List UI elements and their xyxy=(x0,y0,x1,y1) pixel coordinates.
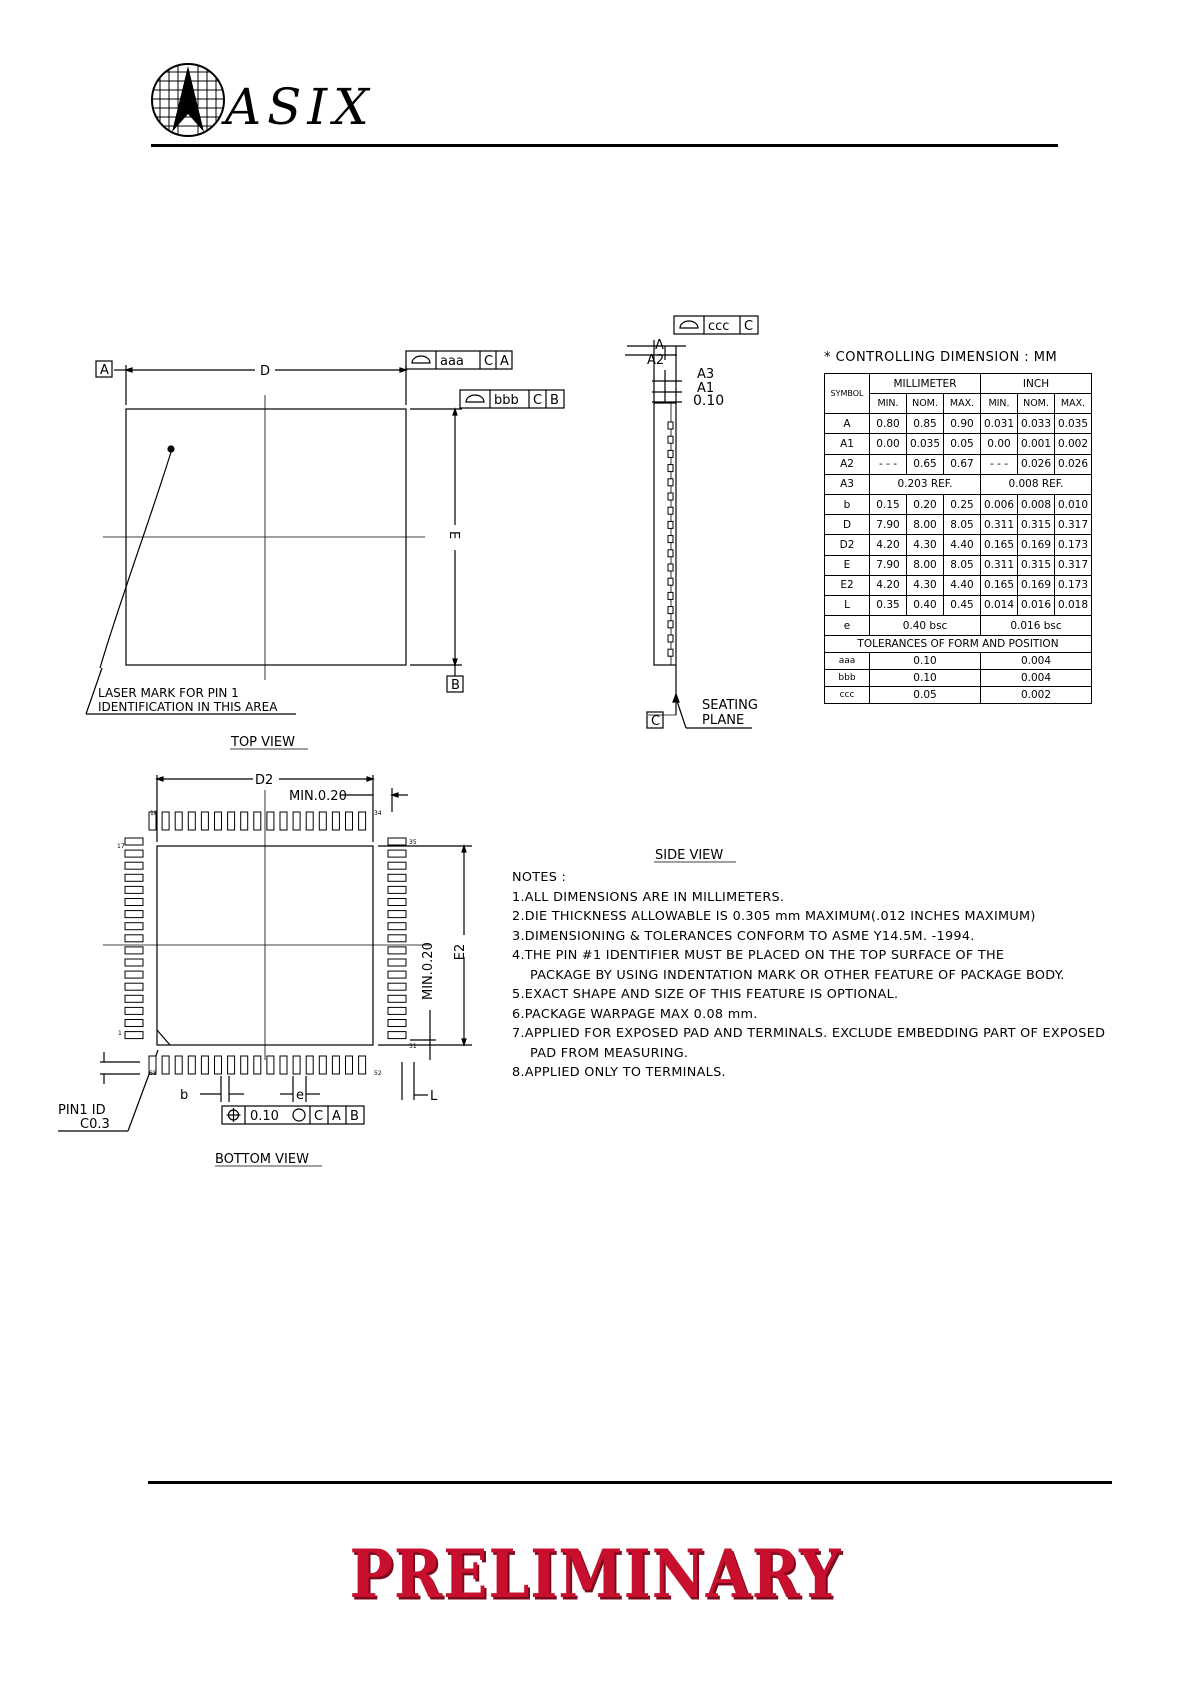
table-cell: 0.002 xyxy=(1055,434,1092,454)
table-cell: 7.90 xyxy=(870,555,907,575)
table-row xyxy=(825,494,1092,514)
bottom-terminal xyxy=(175,812,182,830)
pos-tol-value: 0.10 xyxy=(250,1109,279,1124)
bottom-terminal xyxy=(319,1056,326,1074)
side-terminal xyxy=(668,465,673,472)
aaa-ref-a: A xyxy=(500,354,509,369)
table-row xyxy=(825,414,1092,434)
table-cell: 0.008 REF. xyxy=(981,474,1092,494)
table-cell: 0.026 xyxy=(1018,454,1055,474)
note-4b: PACKAGE BY USING INDENTATION MARK OR OTHER FEATURE OF PACKAGE BODY. xyxy=(530,967,1065,983)
table-cell: L xyxy=(825,595,870,615)
pin-18-label: 18 xyxy=(150,810,158,817)
min020-top-label: MIN.0.20 xyxy=(289,789,347,804)
table-cell: 0.001 xyxy=(1018,434,1055,454)
bottom-terminal xyxy=(388,947,406,954)
table-cell: 0.65 xyxy=(907,454,944,474)
table-cell: 0.203 REF. xyxy=(870,474,981,494)
bottom-terminal xyxy=(306,1056,313,1074)
company-logo-text: ASIX xyxy=(225,78,375,136)
table-cell: 0.85 xyxy=(907,414,944,434)
bottom-terminal xyxy=(125,995,143,1002)
table-cell: b xyxy=(825,494,870,514)
table-cell: 0.90 xyxy=(944,414,981,434)
table-cell: 0.033 xyxy=(1018,414,1055,434)
bottom-terminal xyxy=(125,947,143,954)
side-a3-label: A3 xyxy=(697,367,715,382)
bottom-terminal xyxy=(215,1056,222,1074)
side-terminal xyxy=(668,450,673,457)
bottom-terminal xyxy=(254,812,261,830)
bottom-terminal xyxy=(201,1056,208,1074)
bottom-terminal xyxy=(125,923,143,930)
table-cell: 0.004 xyxy=(981,670,1092,687)
seating-label-1: SEATING xyxy=(702,698,758,713)
bottom-terminal xyxy=(388,862,406,869)
note-5: 5.EXACT SHAPE AND SIZE OF THIS FEATURE IS OPTIONAL. xyxy=(512,987,899,1002)
pos-ref-c: C xyxy=(314,1109,324,1124)
tolerance-row xyxy=(825,687,1092,704)
table-cell: MILLIMETER xyxy=(870,374,981,394)
side-terminal xyxy=(668,592,673,599)
bottom-terminal xyxy=(125,862,143,869)
bottom-terminal xyxy=(228,1056,235,1074)
pin1-label-1: PIN1 ID xyxy=(58,1103,106,1118)
footer-rule xyxy=(148,1481,1112,1484)
side-terminal xyxy=(668,578,673,585)
table-row xyxy=(825,595,1092,615)
bottom-terminal xyxy=(293,812,300,830)
table-cell: 0.008 xyxy=(1018,494,1055,514)
table-cell: 0.016 bsc xyxy=(981,616,1092,636)
dimension-table xyxy=(824,373,1092,704)
bottom-terminal xyxy=(125,911,143,918)
bottom-terminal xyxy=(125,1007,143,1014)
table-cell: 0.10 xyxy=(870,653,981,670)
preliminary-stamp: PRELIMINARY xyxy=(349,1534,842,1614)
table-cell: A2 xyxy=(825,454,870,474)
bottom-terminal xyxy=(388,971,406,978)
bottom-terminal xyxy=(332,812,339,830)
table-cell: 0.45 xyxy=(944,595,981,615)
table-row xyxy=(825,616,1092,636)
table-header-row xyxy=(825,374,1092,394)
table-cell: 0.165 xyxy=(981,575,1018,595)
table-row xyxy=(825,555,1092,575)
bottom-terminal xyxy=(332,1056,339,1074)
bottom-view-title: BOTTOM VIEW xyxy=(215,1152,309,1167)
table-cell: 0.004 xyxy=(981,653,1092,670)
pin-51-label: 51 xyxy=(409,1043,417,1050)
table-row xyxy=(825,474,1092,494)
table-cell: 0.010 xyxy=(1055,494,1092,514)
bottom-terminal xyxy=(359,1056,366,1074)
table-cell: 0.315 xyxy=(1018,515,1055,535)
table-cell: D2 xyxy=(825,535,870,555)
bottom-terminal xyxy=(125,959,143,966)
bottom-terminal xyxy=(388,911,406,918)
dim-e2-label: E2 xyxy=(453,943,468,961)
seating-label-2: PLANE xyxy=(702,713,745,728)
table-cell: 0.35 xyxy=(870,595,907,615)
table-cell: TOLERANCES OF FORM AND POSITION xyxy=(825,636,1092,653)
bbb-ref-c: C xyxy=(533,393,543,408)
table-cell: 0.15 xyxy=(870,494,907,514)
dim-e-label: E xyxy=(446,531,461,540)
table-cell: 0.05 xyxy=(944,434,981,454)
table-cell: e xyxy=(825,616,870,636)
table-cell: 0.05 xyxy=(870,687,981,704)
table-cell: 0.035 xyxy=(907,434,944,454)
bottom-terminal xyxy=(306,812,313,830)
pin-35-label: 35 xyxy=(409,839,417,846)
aaa-ref-c: C xyxy=(484,354,494,369)
table-cell: 0.315 xyxy=(1018,555,1055,575)
bottom-terminal xyxy=(215,812,222,830)
table-cell: 0.80 xyxy=(870,414,907,434)
table-cell: 0.317 xyxy=(1055,515,1092,535)
bottom-terminal xyxy=(388,899,406,906)
table-cell: 0.016 xyxy=(1018,595,1055,615)
pin-17-label: 17 xyxy=(117,843,125,850)
dim-b-label: b xyxy=(180,1088,189,1103)
bottom-terminal xyxy=(388,935,406,942)
table-row xyxy=(825,434,1092,454)
side-terminal xyxy=(668,507,673,514)
ccc-label: ccc xyxy=(708,319,730,334)
notes-title: NOTES : xyxy=(512,870,567,885)
table-row xyxy=(825,515,1092,535)
bottom-terminal xyxy=(125,886,143,893)
bottom-terminal xyxy=(388,1020,406,1027)
bottom-terminal xyxy=(125,1020,143,1027)
side-view-title: SIDE VIEW xyxy=(655,848,724,863)
side-terminal xyxy=(668,621,673,628)
bottom-terminal xyxy=(125,838,143,845)
bottom-terminal xyxy=(280,812,287,830)
table-cell: 0.173 xyxy=(1055,575,1092,595)
bottom-terminal xyxy=(388,838,406,845)
table-cell: 0.20 xyxy=(907,494,944,514)
table-cell: 0.67 xyxy=(944,454,981,474)
bottom-terminal xyxy=(162,812,169,830)
aaa-label: aaa xyxy=(440,354,464,369)
table-cell: 8.00 xyxy=(907,555,944,575)
table-cell: A xyxy=(825,414,870,434)
table-cell: 0.165 xyxy=(981,535,1018,555)
table-cell: MAX. xyxy=(1055,394,1092,414)
bottom-terminal xyxy=(188,812,195,830)
table-cell: 8.00 xyxy=(907,515,944,535)
table-cell: NOM. xyxy=(907,394,944,414)
ccc-ref-c: C xyxy=(744,319,754,334)
table-cell: 0.002 xyxy=(981,687,1092,704)
bottom-terminal xyxy=(267,812,274,830)
table-row xyxy=(825,535,1092,555)
bottom-terminal xyxy=(359,812,366,830)
controlling-dimension: * CONTROLLING DIMENSION : MM xyxy=(824,350,1058,365)
side-terminal xyxy=(668,649,673,656)
table-cell: E2 xyxy=(825,575,870,595)
bottom-terminal xyxy=(162,1056,169,1074)
bottom-terminal xyxy=(388,983,406,990)
bottom-terminal xyxy=(388,959,406,966)
table-row xyxy=(825,454,1092,474)
note-4a: 4.THE PIN #1 IDENTIFIER MUST BE PLACED ON THE TOP SURFACE OF THE xyxy=(512,948,1005,963)
table-cell: 0.173 xyxy=(1055,535,1092,555)
table-cell: A1 xyxy=(825,434,870,454)
side-terminal xyxy=(668,635,673,642)
side-terminal xyxy=(668,564,673,571)
table-cell: 0.40 xyxy=(907,595,944,615)
table-cell: 0.311 xyxy=(981,555,1018,575)
side-terminal xyxy=(668,422,673,429)
table-cell: 0.00 xyxy=(981,434,1018,454)
side-terminal xyxy=(668,493,673,500)
bottom-terminal xyxy=(125,874,143,881)
table-cell: MAX. xyxy=(944,394,981,414)
note-3: 3.DIMENSIONING & TOLERANCES CONFORM TO ASME Y14.5M. -1994. xyxy=(512,928,975,944)
bottom-terminal xyxy=(125,899,143,906)
tolerance-row xyxy=(825,653,1092,670)
bottom-terminal xyxy=(267,1056,274,1074)
dim-e-small-label: e xyxy=(296,1088,304,1103)
table-cell: 0.006 xyxy=(981,494,1018,514)
table-cell: 7.90 xyxy=(870,515,907,535)
side-terminal xyxy=(668,550,673,557)
table-cell: 0.25 xyxy=(944,494,981,514)
bottom-terminal xyxy=(319,812,326,830)
table-cell: SYMBOL xyxy=(825,374,870,414)
pin-34-label: 34 xyxy=(374,810,382,817)
bottom-terminal xyxy=(293,1056,300,1074)
table-cell: NOM. xyxy=(1018,394,1055,414)
dim-d-label: D xyxy=(260,364,271,379)
table-cell: 4.40 xyxy=(944,535,981,555)
side-a1-label: A1 xyxy=(697,381,715,396)
top-view-title: TOP VIEW xyxy=(231,735,295,750)
datum-c-label: C xyxy=(651,714,661,729)
table-cell: 0.169 xyxy=(1018,575,1055,595)
table-cell: 0.169 xyxy=(1018,535,1055,555)
table-row xyxy=(825,575,1092,595)
side-terminal xyxy=(668,607,673,614)
pin-52-label: 52 xyxy=(374,1070,382,1077)
table-cell: 0.10 xyxy=(870,670,981,687)
dim-d2-label: D2 xyxy=(255,773,274,788)
table-cell: 0.035 xyxy=(1055,414,1092,434)
bottom-terminal xyxy=(175,1056,182,1074)
bottom-terminal xyxy=(388,923,406,930)
table-cell: 4.30 xyxy=(907,535,944,555)
table-cell: 8.05 xyxy=(944,555,981,575)
bottom-terminal xyxy=(125,935,143,942)
pin-68-label: 68 xyxy=(149,1070,157,1077)
table-cell: MIN. xyxy=(981,394,1018,414)
table-cell: 0.317 xyxy=(1055,555,1092,575)
bbb-label: bbb xyxy=(494,393,519,408)
bottom-terminal xyxy=(388,995,406,1002)
table-cell: 8.05 xyxy=(944,515,981,535)
pos-ref-b: B xyxy=(350,1109,359,1124)
datum-a-label: A xyxy=(100,363,109,378)
side-a-label: A xyxy=(655,338,664,353)
dim-l-label: L xyxy=(430,1089,438,1104)
table-cell: D xyxy=(825,515,870,535)
bottom-terminal xyxy=(388,874,406,881)
laser-label-2: IDENTIFICATION IN THIS AREA xyxy=(98,700,278,714)
bottom-terminal xyxy=(254,1056,261,1074)
laser-label-1: LASER MARK FOR PIN 1 xyxy=(98,686,239,700)
table-cell: ccc xyxy=(825,687,870,704)
datum-b-label: B xyxy=(451,678,460,693)
note-8: 8.APPLIED ONLY TO TERMINALS. xyxy=(512,1065,726,1080)
table-cell: MIN. xyxy=(870,394,907,414)
min020-right-label: MIN.0.20 xyxy=(421,942,436,1000)
table-cell: 0.00 xyxy=(870,434,907,454)
table-cell: - - - xyxy=(981,454,1018,474)
table-cell: bbb xyxy=(825,670,870,687)
bottom-terminal xyxy=(125,850,143,857)
note-2: 2.DIE THICKNESS ALLOWABLE IS 0.305 mm MAXIMUM(.012 INCHES MAXIMUM) xyxy=(512,909,1036,924)
bottom-terminal xyxy=(346,1056,353,1074)
table-cell: 0.026 xyxy=(1055,454,1092,474)
bottom-terminal xyxy=(388,850,406,857)
side-010-label: 0.10 xyxy=(693,393,725,409)
bottom-terminal xyxy=(201,812,208,830)
table-cell: 4.40 xyxy=(944,575,981,595)
table-cell: 0.031 xyxy=(981,414,1018,434)
bottom-terminal xyxy=(280,1056,287,1074)
table-cell: 4.20 xyxy=(870,535,907,555)
notes-block xyxy=(512,868,1105,1083)
bottom-terminal xyxy=(388,886,406,893)
note-6: 6.PACKAGE WARPAGE MAX 0.08 mm. xyxy=(512,1006,758,1022)
pin-1-label: 1 xyxy=(118,1030,122,1037)
tolerance-row xyxy=(825,670,1092,687)
table-cell: 0.018 xyxy=(1055,595,1092,615)
tolerance-header-row xyxy=(825,636,1092,653)
side-terminal xyxy=(668,521,673,528)
pos-ref-a: A xyxy=(332,1109,341,1124)
bottom-terminal xyxy=(346,812,353,830)
pin1-label-2: C0.3 xyxy=(80,1117,110,1132)
note-1: 1.ALL DIMENSIONS ARE IN MILLIMETERS. xyxy=(512,889,785,905)
bottom-terminal xyxy=(125,1032,143,1039)
table-cell: A3 xyxy=(825,474,870,494)
bottom-terminal xyxy=(188,1056,195,1074)
table-cell: aaa xyxy=(825,653,870,670)
bottom-terminal xyxy=(125,983,143,990)
table-cell: 4.30 xyxy=(907,575,944,595)
table-cell: 0.311 xyxy=(981,515,1018,535)
table-cell: 0.014 xyxy=(981,595,1018,615)
side-terminal xyxy=(668,479,673,486)
bottom-terminal xyxy=(241,1056,248,1074)
bottom-terminal xyxy=(228,812,235,830)
bottom-terminal xyxy=(125,971,143,978)
table-cell: - - - xyxy=(870,454,907,474)
side-terminal xyxy=(668,436,673,443)
bottom-terminal xyxy=(388,1007,406,1014)
bbb-ref-b: B xyxy=(550,393,559,408)
bottom-terminal xyxy=(388,1032,406,1039)
table-cell: E xyxy=(825,555,870,575)
bottom-terminal xyxy=(241,812,248,830)
table-cell: INCH xyxy=(981,374,1092,394)
table-cell: 0.40 bsc xyxy=(870,616,981,636)
side-a2-label: A2 xyxy=(647,353,665,368)
note-7b: PAD FROM MEASURING. xyxy=(530,1045,689,1061)
table-cell: 4.20 xyxy=(870,575,907,595)
note-7a: 7.APPLIED FOR EXPOSED PAD AND TERMINALS. EXCLUDE EMBEDDING PART OF EXPOSED xyxy=(512,1026,1106,1041)
side-terminal xyxy=(668,536,673,543)
